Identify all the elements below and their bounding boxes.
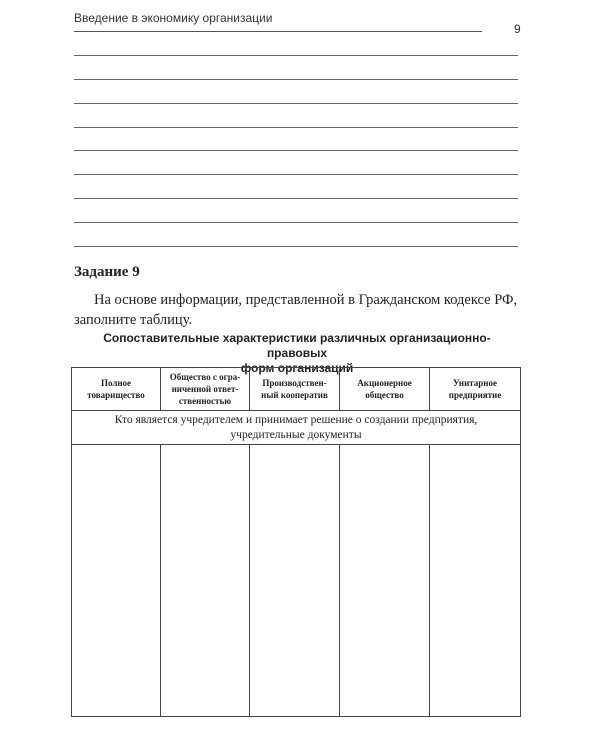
table-header-row: [72, 368, 521, 411]
writing-line: [74, 222, 518, 223]
column-header-full-partnership: Полное товарищество: [72, 368, 161, 411]
column-header-llc: Общество с огра- ниченной ответ- ственностью: [161, 368, 250, 411]
header-rule: [74, 31, 482, 32]
section-heading-cell: Кто является учредителем и принимает решение о создании предприятия, учредительные документы: [72, 411, 521, 445]
column-header-unitary-enterprise: Унитарное предприятие: [430, 368, 521, 411]
task-instructions: На основе информации, представленной в Гражданском кодексе РФ, заполните таблицу.: [74, 292, 518, 328]
answer-cell[interactable]: [250, 445, 340, 717]
answer-cell[interactable]: [161, 445, 250, 717]
running-header-title: Введение в экономику организации: [74, 11, 273, 25]
column-header-joint-stock-company: Акционерное общество: [340, 368, 430, 411]
writing-line: [74, 174, 518, 175]
writing-line: [74, 150, 518, 151]
table-section-row: [72, 411, 521, 445]
answer-cell[interactable]: [430, 445, 521, 717]
comparison-table: [71, 367, 521, 717]
writing-line: [74, 79, 518, 80]
writing-line: [74, 55, 518, 56]
writing-line: [74, 198, 518, 199]
table-caption-line: Сопоставительные характеристики различных организационно-правовых: [103, 331, 491, 360]
answer-cell[interactable]: [340, 445, 430, 717]
column-header-production-cooperative: Производствен- ный кооператив: [250, 368, 340, 411]
writing-line: [74, 127, 518, 128]
writing-line: [74, 246, 518, 247]
writing-line: [74, 103, 518, 104]
answer-cell[interactable]: [72, 445, 161, 717]
task-title: Задание 9: [74, 264, 140, 280]
page-number: 9: [514, 22, 521, 36]
table-answer-row: [72, 445, 521, 717]
table-caption-line: форм организаций: [240, 361, 354, 375]
